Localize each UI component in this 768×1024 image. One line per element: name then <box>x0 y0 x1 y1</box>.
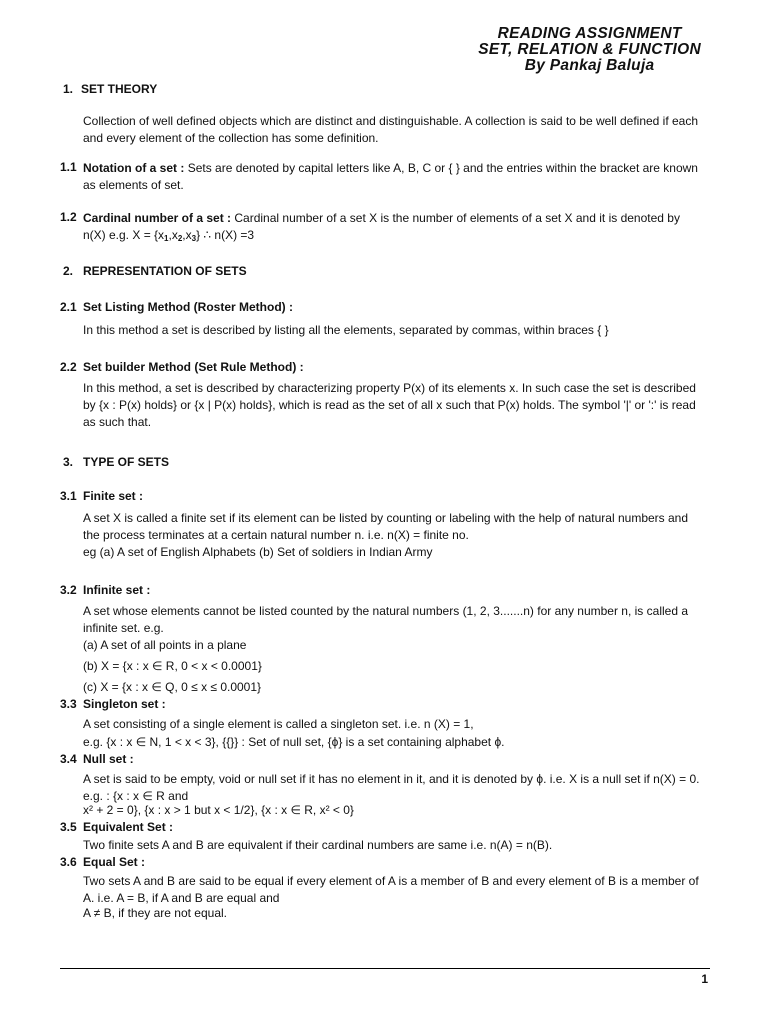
section-1-text: Collection of well defined objects which are distinct and distinguishable. A collection is said to be well defined if each and every element of the collection has some definition. <box>83 114 699 145</box>
subscript-3: 3 <box>191 234 197 243</box>
section-1-1-number: 1.1 <box>60 160 77 174</box>
section-2-2-text: In this method, a set is described by characterizing property P(x) of its elements x. In such case the set is described by {x : P(x) holds} or {x | P(x) holds}, which is read as the set of all x such that P(x) holds. The symbol '|' or ':' is read as such that. <box>83 381 696 429</box>
subscript-2: 2 <box>177 234 183 243</box>
set-comma-1: ,x <box>168 228 178 242</box>
section-2-2-heading: Set builder Method (Set Rule Method) : <box>83 360 304 374</box>
section-1-2-heading: Cardinal number of a set : <box>83 211 232 225</box>
section-2-2-number: 2.2 <box>60 360 77 374</box>
section-3-6-text-2: A ≠ B, if they are not equal. <box>83 906 228 920</box>
section-3-2-number: 3.2 <box>60 583 77 597</box>
section-3-6-number: 3.6 <box>60 855 77 869</box>
section-3-1-text: A set X is called a finite set if its element can be listed by counting or labeling with the help of natural numbers and the process terminates at a certain natural number n. i.e. n(X) = finite no. <box>83 511 689 542</box>
section-3-4-text-2: x² + 2 = 0}, {x : x > 1 but x < 1/2}, {x : x ∈ R, x² < 0} <box>83 803 354 817</box>
set-comma-2: ,x <box>182 228 192 242</box>
section-3-3-text-1: A set consisting of a single element is called a singleton set. i.e. n (X) = 1, <box>83 717 474 731</box>
section-3-3-heading: Singleton set : <box>83 697 166 711</box>
document-header <box>478 26 701 74</box>
section-3-1-example: eg (a) A set of English Alphabets (b) Set of soldiers in Indian Army <box>83 545 433 559</box>
section-1-title: SET THEORY <box>81 82 158 96</box>
section-3-6-heading: Equal Set : <box>83 855 146 869</box>
section-3-4-number: 3.4 <box>60 752 77 766</box>
section-3-3-number: 3.3 <box>60 697 77 711</box>
section-3-2-example-c: (c) X = {x : x ∈ Q, 0 ≤ x ≤ 0.0001} <box>83 680 262 694</box>
section-3-1-number: 3.1 <box>60 489 77 503</box>
footer-rule <box>60 968 710 969</box>
page-number: 1 <box>701 972 708 986</box>
section-1-2-text: Cardinal number of a set X is the number of elements of a set X and it is denoted by n(X) e.g. X = {x <box>83 211 680 242</box>
section-3-6-text-1: Two sets A and B are said to be equal if every element of A is a member of B and every element of B is a member of A. i.e. A = B, if A and B are equal and <box>83 874 699 905</box>
subscript-1: 1 <box>164 234 169 243</box>
section-1-1-paragraph <box>83 160 703 194</box>
section-3-number: 3. <box>63 455 74 469</box>
header-line-2: SET, RELATION & FUNCTION <box>478 41 701 58</box>
section-1-1-text: Sets are denoted by capital letters like A, B, C or { } and the entries within the bracket are known as elements of set. <box>83 161 698 192</box>
section-2-1-number: 2.1 <box>60 300 77 314</box>
section-1-number: 1. <box>63 82 74 96</box>
section-2-number: 2. <box>63 264 74 278</box>
section-1-2-paragraph <box>83 210 703 247</box>
section-2-1-heading: Set Listing Method (Roster Method) : <box>83 300 293 314</box>
section-3-2-example-a: (a) A set of all points in a plane <box>83 638 247 652</box>
section-2-1-text: In this method a set is described by listing all the elements, separated by commas, within braces { } <box>83 323 609 337</box>
section-3-5-text: Two finite sets A and B are equivalent if their cardinal numbers are same i.e. n(A) = n(B). <box>83 838 553 852</box>
section-3-4-heading: Null set : <box>83 752 134 766</box>
section-3-4-text-1: A set is said to be empty, void or null set if it has no element in it, and it is denoted by ϕ. i.e. X is a null set if n(X) = 0. e.g. : {x : x ∈ R and <box>83 772 700 803</box>
section-3-title: TYPE OF SETS <box>83 455 170 469</box>
section-3-3-text-2: e.g. {x : x ∈ N, 1 < x < 3}, {{}} : Set of null set, {ϕ} is a set containing alphabet ϕ. <box>83 735 505 749</box>
header-line-3: By Pankaj Baluja <box>524 57 655 74</box>
section-3-2-text: A set whose elements cannot be listed counted by the natural numbers (1, 2, 3.......n) for any number n, is called a infinite set. e.g. <box>83 604 689 635</box>
section-3-5-heading: Equivalent Set : <box>83 820 174 834</box>
section-3-5-number: 3.5 <box>60 820 77 834</box>
section-1-1-heading: Notation of a set : <box>83 161 185 175</box>
section-2-title: REPRESENTATION OF SETS <box>83 264 247 278</box>
section-3-1-heading: Finite set : <box>83 489 144 503</box>
header-line-1: READING ASSIGNMENT <box>497 25 682 42</box>
section-3-2-heading: Infinite set : <box>83 583 151 597</box>
section-1-2-number: 1.2 <box>60 210 77 224</box>
section-1-2-text-end: } ∴ n(X) =3 <box>196 228 255 242</box>
section-3-2-example-b: (b) X = {x : x ∈ R, 0 < x < 0.0001} <box>83 659 262 673</box>
